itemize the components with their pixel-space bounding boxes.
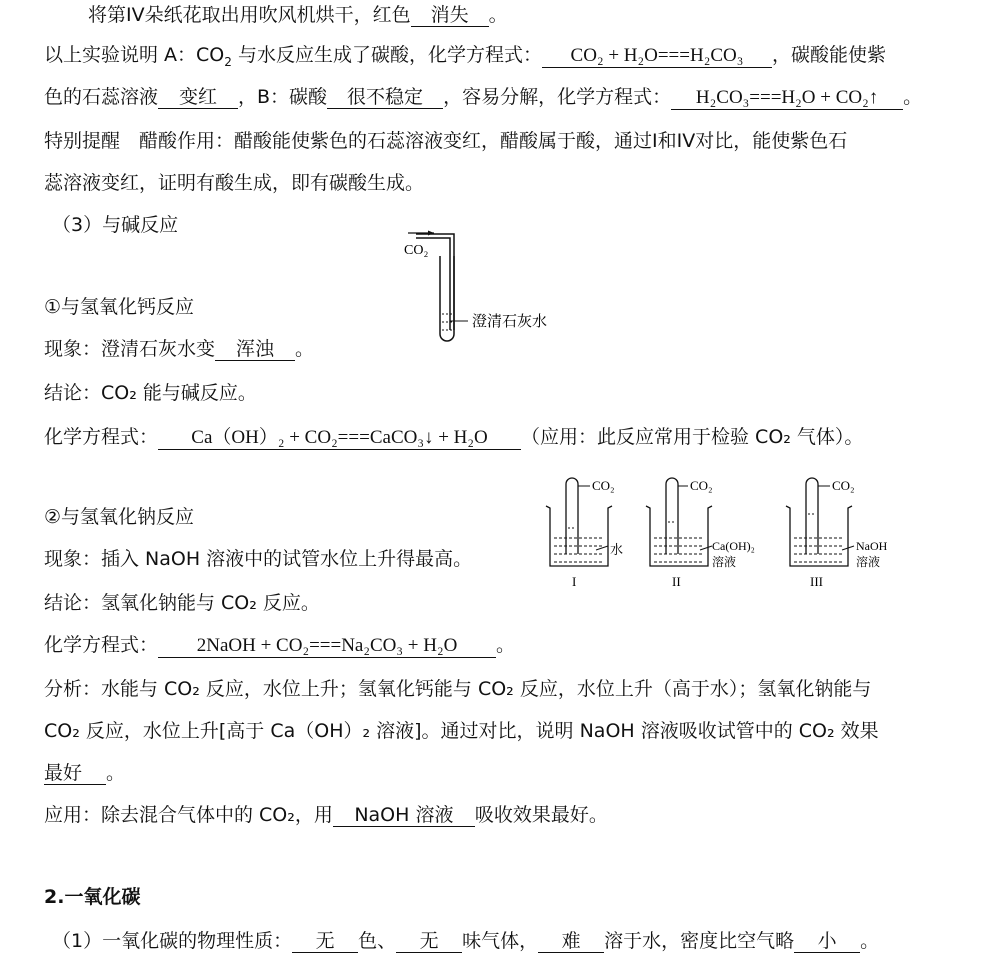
answer-blank: 小 (794, 930, 860, 953)
svg-text:溶液: 溶液 (856, 555, 881, 569)
answer-blank: 消失 (411, 4, 489, 27)
tip-line: 蕊溶液变红，证明有酸生成，即有碳酸生成。 (44, 172, 425, 194)
svg-text:Ca(OH)₂: Ca(OH)₂ (712, 539, 755, 553)
line-phenomenon: 现象：插入 NaOH 溶液中的试管水位上升得最高。 (44, 548, 473, 570)
svg-text:澄清石灰水: 澄清石灰水 (472, 314, 548, 330)
line-equation: 化学方程式： Ca（OH）₂ + CO₂===CaCO₃↓ + H₂O （应用：此反应常用于检验 CO₂ 气体）。 (44, 426, 864, 448)
section-heading: 2.一氧化碳 (44, 886, 141, 908)
svg-text:CO₂: CO₂ (592, 478, 615, 493)
answer-blank: 无 (396, 930, 462, 953)
limewater-test-tube-figure (392, 222, 592, 354)
beaker-3 (786, 478, 888, 589)
line-application: 应用：除去混合气体中的 CO₂，用 NaOH 溶液 吸收效果最好。 (44, 804, 608, 826)
section-heading: （3）与碱反应 (52, 214, 179, 236)
line-conclusion-b: 色的石蕊溶液 变红 ，B：碳酸 很不稳定 ，容易分解，化学方程式： H₂CO₃===H₂O + CO₂↑ 。 (44, 86, 923, 108)
equation-blank: Ca（OH）₂ + CO₂===CaCO₃↓ + H₂O (158, 427, 521, 450)
svg-text:II: II (672, 574, 681, 589)
answer-blank: 浑浊 (215, 338, 295, 361)
equation-blank: H₂CO₃===H₂O + CO₂↑ (671, 87, 903, 110)
line-phenomenon: 现象：澄清石灰水变 浑浊 。 (44, 338, 315, 360)
line-conclusion: 结论：氢氧化钠能与 CO₂ 反应。 (44, 592, 320, 614)
answer-blank: 无 (292, 930, 358, 953)
beaker-2 (646, 478, 755, 589)
answer-blank: 很不稳定 (327, 86, 443, 109)
svg-text:水: 水 (610, 542, 624, 557)
svg-text:III: III (810, 574, 823, 589)
line-dry-flower: 将第IV朵纸花取出用吹风机烘干，红色 消失 。 (88, 4, 508, 26)
line-physical-properties: （1）一氧化碳的物理性质： 无 色、 无 味气体， 难 溶于水，密度比空气略 小 。 (52, 930, 880, 952)
equation-blank: CO₂ + H₂O===H₂CO₃ (542, 45, 772, 68)
analysis-line-end: 最好 。 (44, 762, 126, 784)
svg-text:I: I (572, 574, 577, 589)
svg-text:CO₂: CO₂ (404, 243, 429, 258)
svg-text:溶液: 溶液 (712, 555, 737, 569)
line-conclusion: 结论：CO₂ 能与碱反应。 (44, 382, 257, 404)
line-equation: 化学方程式： 2NaOH + CO₂===Na₂CO₃ + H₂O 。 (44, 634, 516, 656)
equation-blank: 2NaOH + CO₂===Na₂CO₃ + H₂O (158, 635, 496, 658)
analysis-line: 分析：水能与 CO₂ 反应，水位上升；氢氧化钙能与 CO₂ 反应，水位上升（高于水）；氢氧化钠能与 (44, 678, 872, 700)
answer-blank: 最好 (44, 762, 106, 785)
three-beakers-figure (540, 470, 910, 592)
answer-blank: 难 (538, 930, 604, 953)
svg-text:CO₂: CO₂ (832, 478, 855, 493)
svg-text:NaOH: NaOH (856, 539, 888, 553)
answer-blank: 变红 (158, 86, 238, 109)
analysis-line: CO₂ 反应，水位上升[高于 Ca（OH）₂ 溶液]。通过对比，说明 NaOH 溶液吸收试管中的 CO₂ 效果 (44, 720, 879, 742)
svg-text:CO₂: CO₂ (690, 478, 713, 493)
beaker-1 (546, 478, 623, 589)
tip-line: 特别提醒 醋酸作用：醋酸能使紫色的石蕊溶液变红，醋酸属于酸，通过I和IV对比，能使紫色石 (44, 130, 848, 152)
answer-blank: NaOH 溶液 (333, 804, 475, 827)
subheading-calcium-hydroxide: ①与氢氧化钙反应 (44, 296, 195, 318)
subheading-sodium-hydroxide: ②与氢氧化钠反应 (44, 506, 195, 528)
line-conclusion-a: 以上实验说明 A：$CO_2$ 与水反应生成了碳酸，化学方程式： CO₂ + H₂O===H₂CO₃ ，碳酸能使紫 (44, 44, 886, 69)
